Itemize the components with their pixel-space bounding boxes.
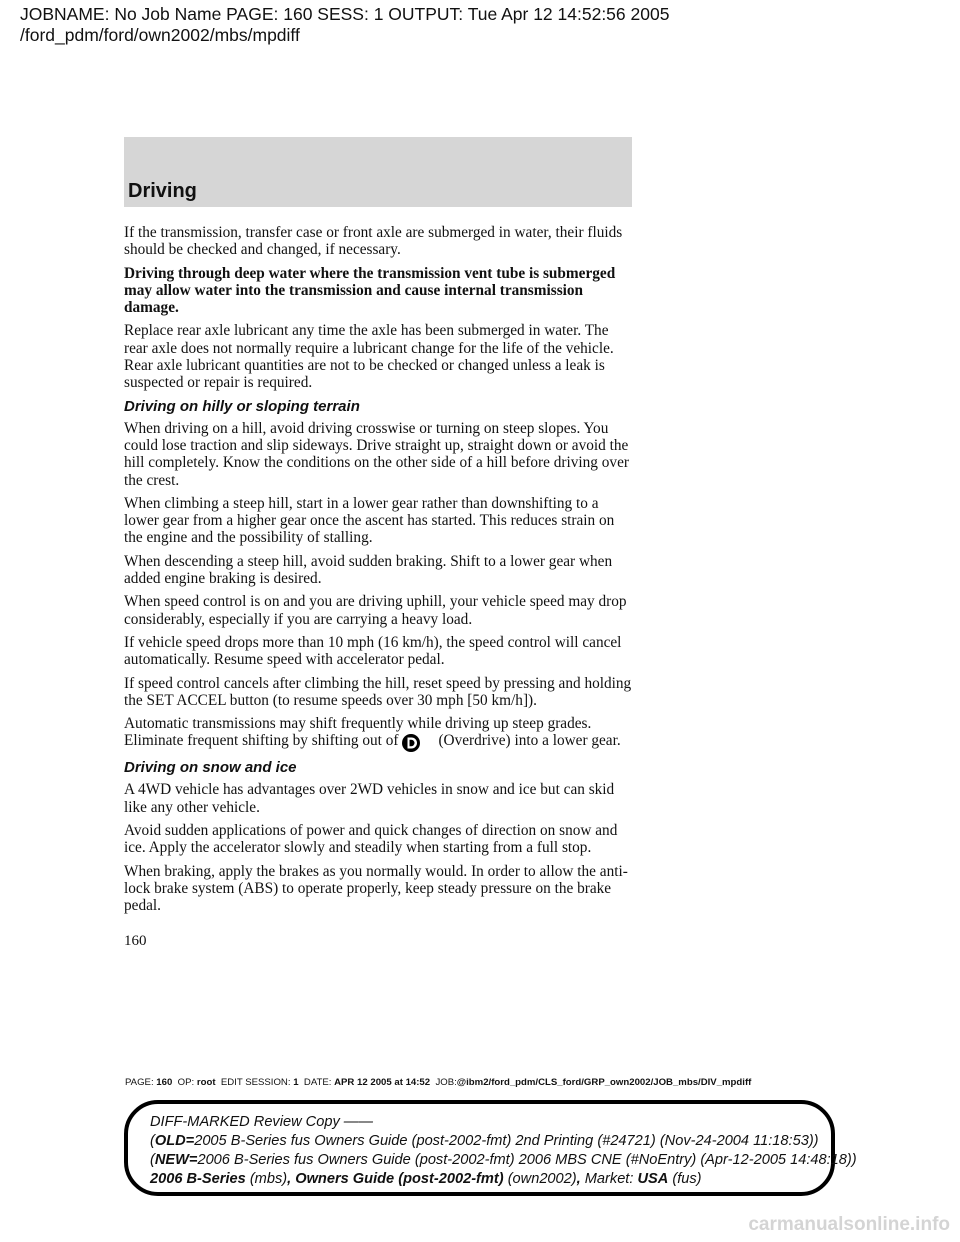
job-header-line1: JOBNAME: No Job Name PAGE: 160 SESS: 1 OUTPUT: Tue Apr 12 14:52:56 2005 [20, 4, 670, 24]
page-content [124, 224, 634, 921]
review-old-line: (OLD=2005 B-Series fus Owners Guide (post-2002-fmt) 2nd Printing (#24721) (Nov-24-2004 11:18:53)) [150, 1133, 819, 1149]
job-header-line2: /ford_pdm/ford/own2002/mbs/mpdiff [20, 25, 300, 45]
paragraph: When driving on a hill, avoid driving crosswise or turning on steep slopes. You could lose traction and slip sideways. Drive straight up, straight down or avoid the hill completely. Know the conditions on the other side of a hill before driving over the crest. [124, 419, 629, 489]
paragraph: When speed control is on and you are driving uphill, your vehicle speed may drop considerably, especially if you are carrying a heavy load. [124, 593, 627, 628]
paragraph: When braking, apply the brakes as you normally would. In order to allow the anti-lock brake system (ABS) to operate properly, keep steady pressure on the brake pedal. [124, 862, 628, 915]
paragraph: A 4WD vehicle has advantages over 2WD vehicles in snow and ice but can skid like any other vehicle. [124, 781, 615, 816]
review-copy-text [150, 1113, 857, 1189]
paragraph-overdrive [124, 715, 634, 753]
page-number: 160 [124, 933, 147, 949]
overdrive-icon [400, 733, 422, 753]
review-copy-box [124, 1100, 857, 1196]
overdrive-text-after: (Overdrive) into a lower gear. [438, 732, 621, 750]
paragraph: Avoid sudden applications of power and quick changes of direction on snow and ice. Apply the accelerator slowly and steadily when starting from a full stop. [124, 822, 618, 857]
subheading-hilly-terrain: Driving on hilly or sloping terrain [124, 397, 360, 415]
paragraph: When climbing a steep hill, start in a lower gear rather than downshifting to a lower gear from a higher gear once the ascent has started. This reduces strain on the engine and the possibility of stalling. [124, 494, 615, 547]
paragraph: Replace rear axle lubricant any time the axle has been submerged in water. The rear axle does not normally require a lubricant change for the life of the vehicle. Rear axle lubricant quantities are not to be checked or changed unless a leak is suspected or repair is required. [124, 322, 614, 392]
watermark: carmanualsonline.info [748, 1214, 950, 1235]
review-new-line: (NEW=2006 B-Series fus Owners Guide (post-2002-fmt) 2006 MBS CNE (#NoEntry) (Apr-12-2005 14:48:18)) [150, 1152, 857, 1168]
section-header [124, 137, 632, 207]
subheading-snow-ice: Driving on snow and ice [124, 759, 297, 777]
paragraph: If vehicle speed drops more than 10 mph (16 km/h), the speed control will cancel automatically. Resume speed with accelerator pedal. [124, 633, 622, 669]
job-header [20, 4, 669, 46]
footer-metadata: PAGE: 160 OP: root EDIT SESSION: 1 DATE: APR 12 2005 at 14:52 JOB:@ibm2/ford_pdm/CLS_ford/GRP_own2002/JOB_mbs/DIV_mpdiff [125, 1077, 752, 1088]
review-line1: DIFF-MARKED Review Copy —— [150, 1114, 373, 1130]
paragraph: If the transmission, transfer case or front axle are submerged in water, their fluids should be checked and changed, if necessary. [124, 224, 623, 259]
overdrive-text-before: Automatic transmissions may shift frequently while driving up steep grades. Eliminate frequent shifting by shifting out of [124, 715, 592, 750]
review-market-line: 2006 B-Series (mbs), Owners Guide (post-2002-fmt) (own2002), Market: USA (fus) [150, 1171, 702, 1187]
paragraph: When descending a steep hill, avoid sudden braking. Shift to a lower gear when added engine braking is desired. [124, 552, 613, 588]
section-title: Driving [128, 180, 197, 202]
paragraph: If speed control cancels after climbing the hill, reset speed by pressing and holding the SET ACCEL button (to resume speeds over 30 mph [50 km/h]). [124, 674, 632, 709]
warning-paragraph: Driving through deep water where the transmission vent tube is submerged may allow water into the transmission and cause internal transmission damage. [124, 264, 616, 317]
